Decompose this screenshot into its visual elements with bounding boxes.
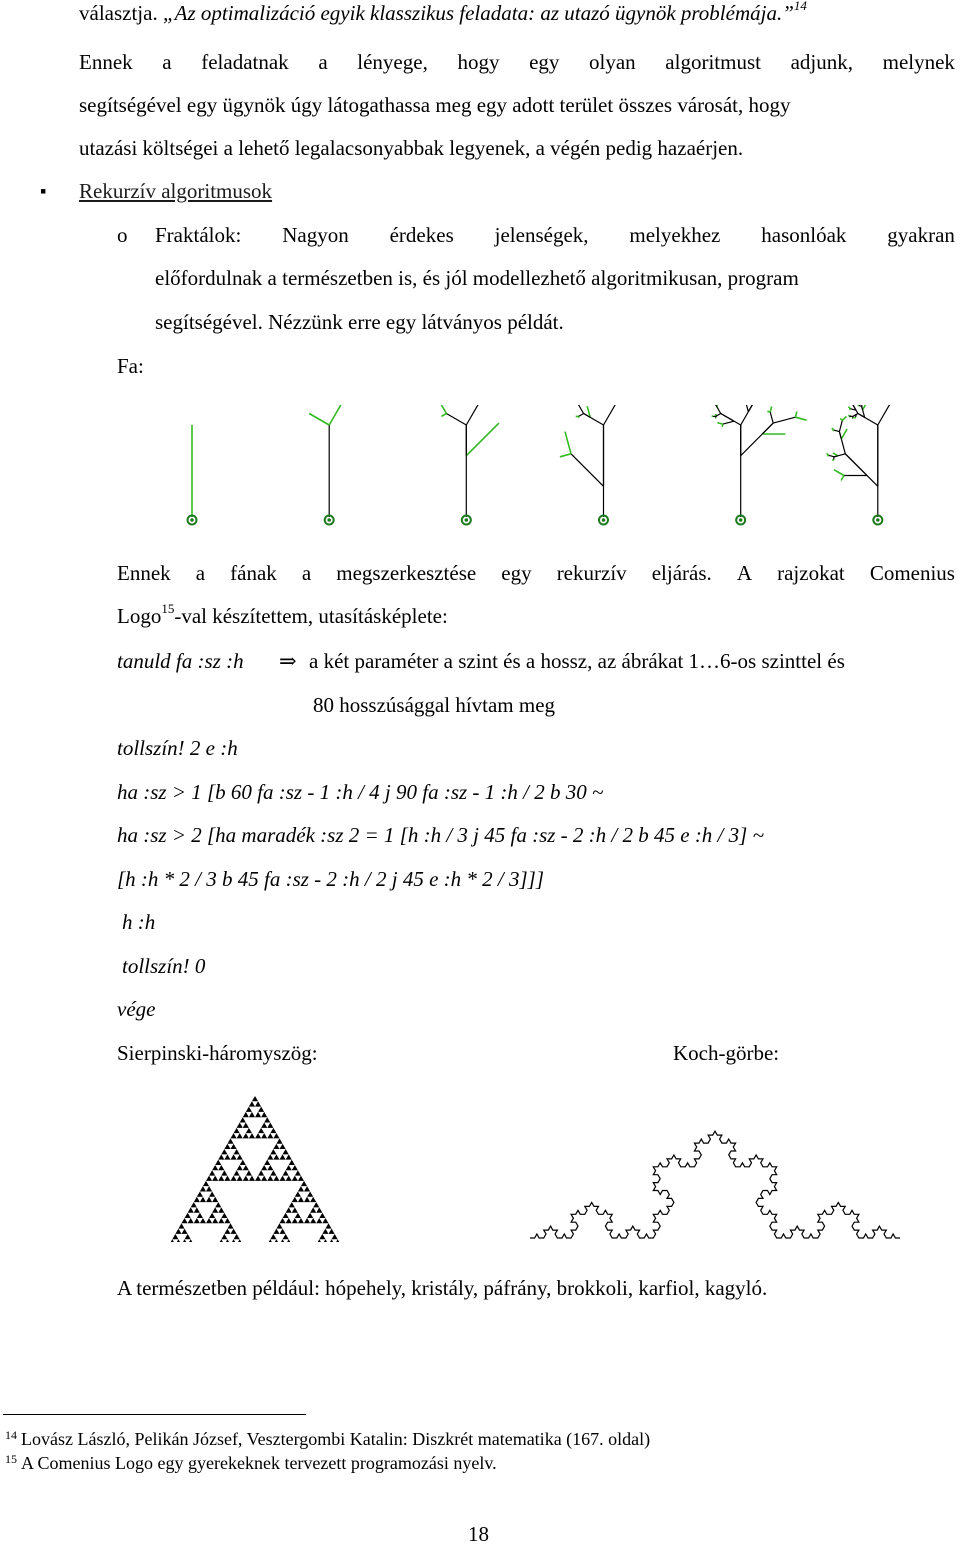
tree-level-1 <box>188 425 197 525</box>
word: jelenségek, <box>495 225 589 246</box>
sierpinski-cell <box>267 1165 273 1170</box>
tree-branch <box>839 421 842 432</box>
sierpinski-cell <box>224 1154 230 1159</box>
sierpinski-cell <box>212 1197 218 1202</box>
sierpinski-cell <box>289 1160 295 1165</box>
sierpinski-cell <box>175 1239 181 1242</box>
sierpinski-cell <box>237 1123 243 1128</box>
word: egy <box>529 52 559 73</box>
sierpinski-cell <box>261 1112 267 1117</box>
sierpinski-cell <box>280 1229 286 1234</box>
tree-branch <box>723 421 734 424</box>
sierpinski-cell <box>283 1170 289 1175</box>
sierpinski-cell <box>316 1218 322 1223</box>
word: Ennek <box>117 563 171 584</box>
sierpinski-cell <box>246 1107 252 1112</box>
sierpinski-cell <box>319 1213 325 1218</box>
sierpinski-cell <box>231 1154 237 1159</box>
tree-branch <box>579 414 584 417</box>
sierpinski-cell <box>289 1202 295 1207</box>
fa-label: Fa: <box>117 356 144 377</box>
sierpinski-cell <box>224 1176 230 1181</box>
turtle-shell <box>327 518 331 522</box>
sierpinski-cell <box>221 1234 227 1239</box>
tree-level-5 <box>711 405 807 525</box>
sierpinski-cell <box>273 1176 279 1181</box>
sierpinski-cell <box>185 1213 191 1218</box>
tree-branch <box>795 412 797 418</box>
sierpinski-cell <box>188 1207 194 1212</box>
sierpinski-cell <box>295 1170 301 1175</box>
tree-branch <box>446 414 466 426</box>
sierpinski-cell <box>319 1234 325 1239</box>
sierpinski-cell <box>234 1170 240 1175</box>
sierpinski-cell <box>329 1239 335 1242</box>
sierpinski-cell <box>194 1197 200 1202</box>
sierpinski-cell <box>249 1112 255 1117</box>
sierpinski-cell <box>295 1191 301 1196</box>
desc-line-1 <box>117 563 955 584</box>
sierpinski-cell <box>178 1223 184 1228</box>
turtle-shell <box>465 518 469 522</box>
intro-line-3: segítségével egy ügynök úgy látogathassa meg egy adott terület összes városát, hogy <box>79 95 791 116</box>
sierpinski-cell <box>329 1229 335 1234</box>
word: eljárás. <box>652 563 712 584</box>
word: a <box>196 563 205 584</box>
code-line-7: tollszín! 0 <box>122 956 205 977</box>
sierpinski-cell <box>197 1191 203 1196</box>
sierpinski-cell <box>221 1213 227 1218</box>
sierpinski-cell <box>310 1197 316 1202</box>
sierpinski-cell <box>264 1160 270 1165</box>
sierpinski-cell <box>249 1101 255 1106</box>
sierpinski-cell <box>218 1176 224 1181</box>
sierpinski-cell <box>243 1112 249 1117</box>
tree-level-4 <box>560 405 658 525</box>
sierpinski-cell <box>197 1213 203 1218</box>
turtle-shell <box>876 518 880 522</box>
sierpinski-cell <box>172 1234 178 1239</box>
tree-branch <box>770 412 773 423</box>
sierpinski-cell <box>292 1176 298 1181</box>
word: algoritmust <box>665 52 761 73</box>
sierpinski-cell <box>234 1234 240 1239</box>
koch-curve-figure <box>525 1120 905 1245</box>
sierpinski-cell <box>316 1207 322 1212</box>
sierpinski-cell <box>307 1191 313 1196</box>
sierpinski-cell <box>237 1176 243 1181</box>
tree-branch <box>721 414 734 422</box>
word: melyekhez <box>629 225 720 246</box>
sierpinski-cell <box>261 1123 267 1128</box>
sierpinski-cell <box>209 1170 215 1175</box>
sierpinski-cell <box>286 1207 292 1212</box>
sierpinski-cell <box>169 1239 175 1242</box>
sierpinski-cell <box>322 1229 328 1234</box>
sierpinski-cell <box>307 1213 313 1218</box>
sierpinski-cell <box>255 1101 261 1106</box>
sierpinski-cell <box>194 1207 200 1212</box>
sierpinski-cell <box>224 1218 230 1223</box>
sierpinski-cell <box>224 1239 230 1242</box>
sierpinski-cell <box>304 1186 310 1191</box>
tree-branch <box>842 416 846 420</box>
word: Nagyon <box>282 225 349 246</box>
sierpinski-cell <box>182 1229 188 1234</box>
tree-branch <box>845 454 867 476</box>
tree-branch <box>848 407 850 409</box>
fractal-line-1 <box>155 225 955 246</box>
sierpinski-cell <box>218 1239 224 1242</box>
sierpinski-triangle-figure <box>150 1092 360 1242</box>
word: hasonlóak <box>761 225 846 246</box>
sierpinski-cell <box>218 1218 224 1223</box>
word: fának <box>230 563 277 584</box>
footnote-rule <box>3 1414 306 1415</box>
tree-branch <box>604 405 627 425</box>
sierpinski-cell <box>267 1133 273 1138</box>
sierpinski-cell <box>246 1170 252 1175</box>
sierpinski-cell <box>332 1234 338 1239</box>
sierpinski-cell <box>212 1218 218 1223</box>
sierpinski-cell <box>273 1239 279 1242</box>
tree-branch <box>578 405 584 414</box>
tree-branch <box>834 470 844 476</box>
word: érdekes <box>390 225 454 246</box>
code-line-1: tanuld fa :sz :h <box>117 651 244 672</box>
sierpinski-cell <box>283 1149 289 1154</box>
sierpinski-cell <box>292 1165 298 1170</box>
sierpinski-cell <box>188 1218 194 1223</box>
sierpinski-cell <box>224 1144 230 1149</box>
sierpinski-cell <box>264 1117 270 1122</box>
word: egy <box>501 563 531 584</box>
tree-branch <box>441 414 446 417</box>
sierpinski-cell <box>280 1144 286 1149</box>
sierpinski-cell <box>209 1191 215 1196</box>
sierpinski-cell <box>206 1218 212 1223</box>
sierpinski-cell <box>267 1154 273 1159</box>
sierpinski-cell <box>234 1128 240 1133</box>
sierpinski-cell <box>276 1138 282 1143</box>
code-line-1-desc: a két paraméter a szint és a hossz, az ábrákat 1…6-os szinttel és <box>309 651 955 672</box>
bullet-marker: ▪ <box>40 182 46 200</box>
tree-branch <box>712 416 713 417</box>
tree-branch <box>839 432 841 439</box>
tree-branch <box>560 454 571 457</box>
turtle-shell <box>739 518 743 522</box>
sub-bullet-marker: o <box>117 225 128 246</box>
word: a <box>162 52 171 73</box>
sierpinski-cell <box>322 1239 328 1242</box>
sierpinski-cell <box>261 1133 267 1138</box>
sierpinski-cell <box>292 1218 298 1223</box>
sierpinski-cell <box>185 1234 191 1239</box>
sierpinski-cell <box>200 1197 206 1202</box>
tree-branch <box>716 415 718 416</box>
sierpinski-cell <box>188 1239 194 1242</box>
sierpinski-cell <box>270 1149 276 1154</box>
tree-branch <box>832 460 833 461</box>
sierpinski-cell <box>243 1165 249 1170</box>
sierpinski-cell <box>206 1176 212 1181</box>
tree-branch <box>858 405 859 406</box>
tree-branch <box>748 405 763 412</box>
sierpinski-cell <box>280 1154 286 1159</box>
sierpinski-cell <box>280 1176 286 1181</box>
sierpinski-cell <box>243 1176 249 1181</box>
fractal-line-3: segítségével. Nézzünk erre egy látványos példát. <box>155 312 564 333</box>
sierpinski-cell <box>243 1123 249 1128</box>
sierpinski-cell <box>218 1154 224 1159</box>
sierpinski-cell <box>304 1218 310 1223</box>
tree-branch <box>833 453 838 456</box>
word: Ennek <box>79 52 133 73</box>
fractal-line-2: előfordulnak a természetben is, és jól modellezhető algoritmikusan, program <box>155 268 799 289</box>
sierpinski-cell <box>212 1176 218 1181</box>
sierpinski-cell <box>316 1239 322 1242</box>
tree-branch <box>571 454 604 487</box>
word: megszerkesztése <box>336 563 476 584</box>
sierpinski-cell <box>273 1144 279 1149</box>
koch-label: Koch-görbe: <box>673 1043 779 1064</box>
sierpinski-cell <box>243 1133 249 1138</box>
tree-branch <box>329 405 352 425</box>
code-line-4: ha :sz > 2 [ha maradék :sz 2 = 1 [h :h / 3 j 45 fa :sz - 2 :h / 2 b 45 e :h / 3] ~ <box>117 825 764 846</box>
sierpinski-cell <box>267 1123 273 1128</box>
sierpinski-cell <box>212 1165 218 1170</box>
tree-branch <box>827 453 829 455</box>
sierpinski-cell <box>231 1239 237 1242</box>
word: lényege, <box>357 52 428 73</box>
sierpinski-cell <box>203 1181 209 1186</box>
tree-branch <box>841 476 844 481</box>
sierpinski-cell <box>258 1170 264 1175</box>
sierpinski-cell <box>267 1239 273 1242</box>
word: A <box>737 563 752 584</box>
sierpinski-cell <box>224 1229 230 1234</box>
word: a <box>318 52 327 73</box>
sierpinski-cell <box>237 1165 243 1170</box>
tree-branch <box>795 417 806 420</box>
sierpinski-cell <box>286 1176 292 1181</box>
sierpinski-cell <box>231 1229 237 1234</box>
turtle-shell <box>602 518 606 522</box>
sierpinski-cell <box>310 1207 316 1212</box>
tree-branch <box>841 429 847 439</box>
sierpinski-cell <box>286 1154 292 1159</box>
sierpinski-cell <box>175 1229 181 1234</box>
sierpinski-cell <box>273 1229 279 1234</box>
tree-branch <box>717 423 723 424</box>
sierpinski-cell <box>200 1186 206 1191</box>
sierpinski-cell <box>237 1133 243 1138</box>
sierpinski-cell <box>255 1176 261 1181</box>
sierpinski-cell <box>298 1218 304 1223</box>
sierpinski-cell <box>280 1239 286 1242</box>
sierpinski-cell <box>270 1234 276 1239</box>
code-line-8: vége <box>117 999 155 1020</box>
sierpinski-cell <box>215 1202 221 1207</box>
sierpinski-cell <box>206 1186 212 1191</box>
word: Fraktálok: <box>155 225 241 246</box>
sierpinski-cell <box>286 1218 292 1223</box>
sierpinski-cell <box>227 1223 233 1228</box>
sierpinski-cell <box>231 1144 237 1149</box>
footnote-ref-15[interactable]: 15 <box>161 601 174 616</box>
sierpinski-cell <box>255 1112 261 1117</box>
sierpinski-cell <box>249 1133 255 1138</box>
code-line-6: h :h <box>122 912 155 933</box>
tree-branch <box>862 406 863 410</box>
sierpinski-cell <box>276 1223 282 1228</box>
sierpinski-cell <box>191 1202 197 1207</box>
sierpinski-cell <box>335 1239 341 1242</box>
tree-level-2 <box>309 405 352 525</box>
sierpinski-cell <box>218 1165 224 1170</box>
tree-branch <box>466 405 489 425</box>
footnote-14: $^{14}$ Lovász László, Pelikán József, Vesztergombi Katalin: Diszkrét matematika (167. oldal) <box>5 1430 650 1448</box>
sierpinski-cell <box>240 1117 246 1122</box>
footnote-15: $^{15}$ A Comenius Logo egy gyerekeknek tervezett programozási nyelv. <box>5 1454 497 1472</box>
footnote-ref-14[interactable]: 14 <box>794 0 807 13</box>
sierpinski-cell <box>304 1197 310 1202</box>
word: a <box>302 563 311 584</box>
sierpinski-cell <box>261 1165 267 1170</box>
sierpinski-cell <box>295 1213 301 1218</box>
section-title-recursive[interactable]: Rekurzív algoritmusok <box>79 181 272 202</box>
sierpinski-cell <box>231 1176 237 1181</box>
sierpinski-cell <box>301 1181 307 1186</box>
sierpinski-label: Sierpinski-háromyszög: <box>117 1043 318 1064</box>
word: Comenius <box>870 563 955 584</box>
tree-branch <box>742 405 748 412</box>
sierpinski-cell <box>325 1223 331 1228</box>
word: feladatnak <box>201 52 288 73</box>
sierpinski-cell <box>252 1096 258 1101</box>
sierpinski-cell <box>273 1154 279 1159</box>
intro-line-2 <box>79 52 955 73</box>
code-line-2: tollszín! 2 e :h <box>117 738 238 759</box>
word: hogy <box>457 52 499 73</box>
tree-branch <box>565 432 571 454</box>
sierpinski-cell <box>234 1149 240 1154</box>
sierpinski-cell <box>280 1218 286 1223</box>
sierpinski-cell <box>310 1218 316 1223</box>
sierpinski-cell <box>227 1138 233 1143</box>
sierpinski-cell <box>258 1107 264 1112</box>
word: olyan <box>589 52 636 73</box>
tree-branch <box>878 405 901 425</box>
desc-line-2: Logo$^{15}$-val készítettem, utasításképlete: <box>117 606 448 627</box>
sierpinski-cell <box>182 1218 188 1223</box>
tree-branch <box>834 456 838 457</box>
sierpinski-cell <box>200 1218 206 1223</box>
sierpinski-cell <box>292 1197 298 1202</box>
tree-branch <box>441 405 447 414</box>
sierpinski-cell <box>313 1202 319 1207</box>
sierpinski-cell <box>182 1239 188 1242</box>
sierpinski-cell <box>286 1239 292 1242</box>
code-line-5: [h :h * 2 / 3 b 45 fa :sz - 2 :h / 2 j 45 e :h * 2 / 3]]] <box>117 869 544 890</box>
recursive-trees-figure <box>117 405 940 545</box>
sierpinski-cell <box>231 1133 237 1138</box>
sierpinski-cell <box>237 1154 243 1159</box>
tree-branch <box>762 423 773 434</box>
intro-line-4: utazási költségei a lehető legalacsonyabbak legyenek, a végén pedig hazaérjen. <box>79 138 743 159</box>
tree-branch <box>832 428 834 430</box>
tree-branch <box>862 405 864 406</box>
tsp-quote: „Az optimalizáció egyik klasszikus feladata: az utazó ügynök problémája.” <box>163 1 794 25</box>
sierpinski-cell <box>209 1213 215 1218</box>
tree-level-6 <box>827 405 939 525</box>
sierpinski-cell <box>237 1239 243 1242</box>
tree-branch <box>773 417 795 423</box>
code-line-1-desc-2: 80 hosszúsággal hívtam meg <box>313 695 555 716</box>
word: rajzokat <box>777 563 845 584</box>
sierpinski-cell <box>206 1197 212 1202</box>
sierpinski-cell <box>221 1149 227 1154</box>
sierpinski-cell <box>292 1207 298 1212</box>
sierpinski-cell <box>221 1170 227 1175</box>
tree-branch <box>829 455 835 457</box>
tree-level-3 <box>441 405 510 525</box>
sierpinski-cell <box>249 1176 255 1181</box>
word: gyakran <box>887 225 955 246</box>
sierpinski-cell <box>286 1165 292 1170</box>
sierpinski-cell <box>283 1213 289 1218</box>
sierpinski-cell <box>322 1218 328 1223</box>
tree-branch <box>855 417 856 418</box>
turtle-shell <box>190 518 194 522</box>
intro-line-1: választja. „Az optimalizáció egyik klasszikus feladata: az utazó ügynök problémája.”$^{14}$ <box>79 3 807 24</box>
sierpinski-cell <box>215 1160 221 1165</box>
koch-path <box>530 1131 900 1238</box>
tree-branch <box>741 405 764 425</box>
tree-branch <box>834 430 840 432</box>
word: rekurzív <box>557 563 627 584</box>
sierpinski-cell <box>212 1207 218 1212</box>
sierpinski-cell <box>261 1176 267 1181</box>
sierpinski-cell <box>240 1160 246 1165</box>
sierpinski-cell <box>258 1128 264 1133</box>
sierpinski-cell <box>298 1176 304 1181</box>
tree-branch <box>770 407 772 413</box>
code-line-3: ha :sz > 1 [b 60 fa :sz - 1 :h / 4 j 90 fa :sz - 1 :h / 2 b 30 ~ <box>117 782 603 803</box>
tree-branch <box>466 423 499 456</box>
implies-arrow: ⇒ <box>279 651 297 672</box>
sierpinski-cell <box>270 1170 276 1175</box>
tree-branch <box>309 414 329 426</box>
nature-examples: A természetben például: hópehely, kristály, páfrány, brokkoli, karfiol, kagyló. <box>117 1278 767 1299</box>
sierpinski-cell <box>255 1133 261 1138</box>
sierpinski-cell <box>298 1197 304 1202</box>
word: melynek <box>883 52 955 73</box>
sierpinski-cell <box>218 1207 224 1212</box>
sierpinski-cell <box>270 1128 276 1133</box>
sierpinski-cell <box>246 1128 252 1133</box>
sierpinski-cell <box>194 1218 200 1223</box>
sierpinski-cell <box>273 1133 279 1138</box>
page-number: 18 <box>468 1524 489 1545</box>
sierpinski-cell <box>298 1186 304 1191</box>
sierpinski-cell <box>267 1176 273 1181</box>
word: adjunk, <box>791 52 853 73</box>
sierpinski-cell <box>283 1234 289 1239</box>
tree-branch <box>715 405 717 407</box>
